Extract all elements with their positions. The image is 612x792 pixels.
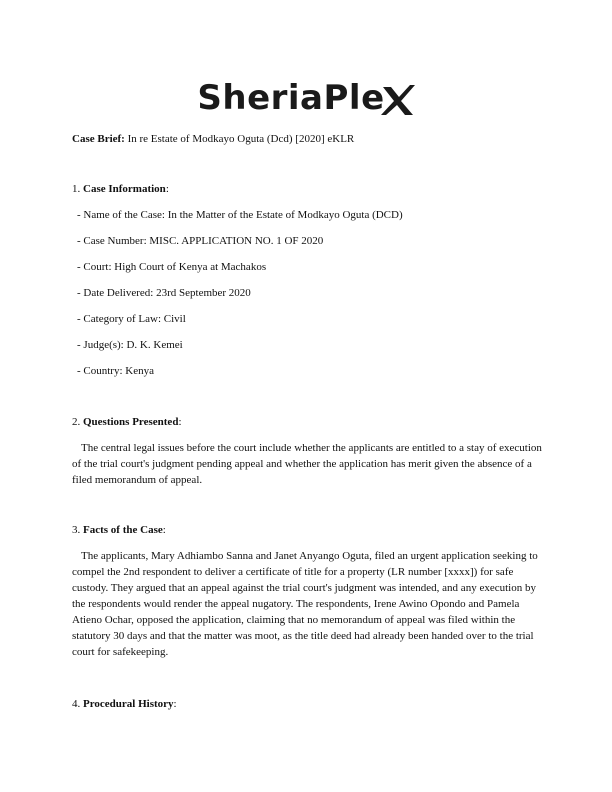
section-heading-questions-presented: 2. Questions Presented: [72,416,182,428]
section-heading-case-information: 1. Case Information: [72,183,169,195]
info-item-name: - Name of the Case: In the Matter of the Estate of Modkayo Oguta (DCD) [77,209,403,221]
heading-text: Questions Presented [83,416,179,428]
info-item-category: - Category of Law: Civil [77,313,186,325]
case-brief-title: In re Estate of Modkayo Oguta (Dcd) [2020] eKLR [127,133,355,145]
info-item-date: - Date Delivered: 23rd September 2020 [77,287,251,299]
heading-text: Procedural History [83,698,174,710]
info-item-case-number: - Case Number: MISC. APPLICATION NO. 1 OF 2020 [77,235,324,247]
case-brief-label: Case Brief: [72,133,125,145]
section-heading-facts: 3. Facts of the Case: [72,524,166,536]
logo-text: SheriaPle [197,78,385,118]
questions-paragraph: The central legal issues before the court include whether the applicants are entitled to a stay of execution of the trial court's judgment pending appeal and whether the application has merit given the absence of a filed memorandum of appeal. [72,442,542,486]
heading-text: Facts of the Case [83,524,163,536]
facts-paragraph: The applicants, Mary Adhiambo Sanna and Janet Anyango Oguta, filed an urgent application seeking to compel the 2nd respondent to deliver a certificate of title for a property (LR number [xxxx]) for safe custody. They argued that an appeal against the trial court's judgment was intended, and any execution by the respondents would render the appeal nugatory. The respondents, Irene Awino Opondo and Pamela Atieno Ochar, opposed the application, claiming that no memorandum of appeal was filed within the statutory 30 days and that the matter was moot, as the title deed had already been handed over to the trial court for safekeeping. [72,550,538,658]
heading-text: Case Information [83,183,166,195]
info-item-country: - Country: Kenya [77,365,154,377]
info-item-court: - Court: High Court of Kenya at Machakos [77,261,267,273]
logo-x-icon [381,85,415,115]
sheriaplex-logo [0,78,612,118]
case-brief-line [72,131,542,147]
info-item-judge: - Judge(s): D. K. Kemei [77,339,183,351]
section-heading-procedural-history: 4. Procedural History: [72,698,177,710]
